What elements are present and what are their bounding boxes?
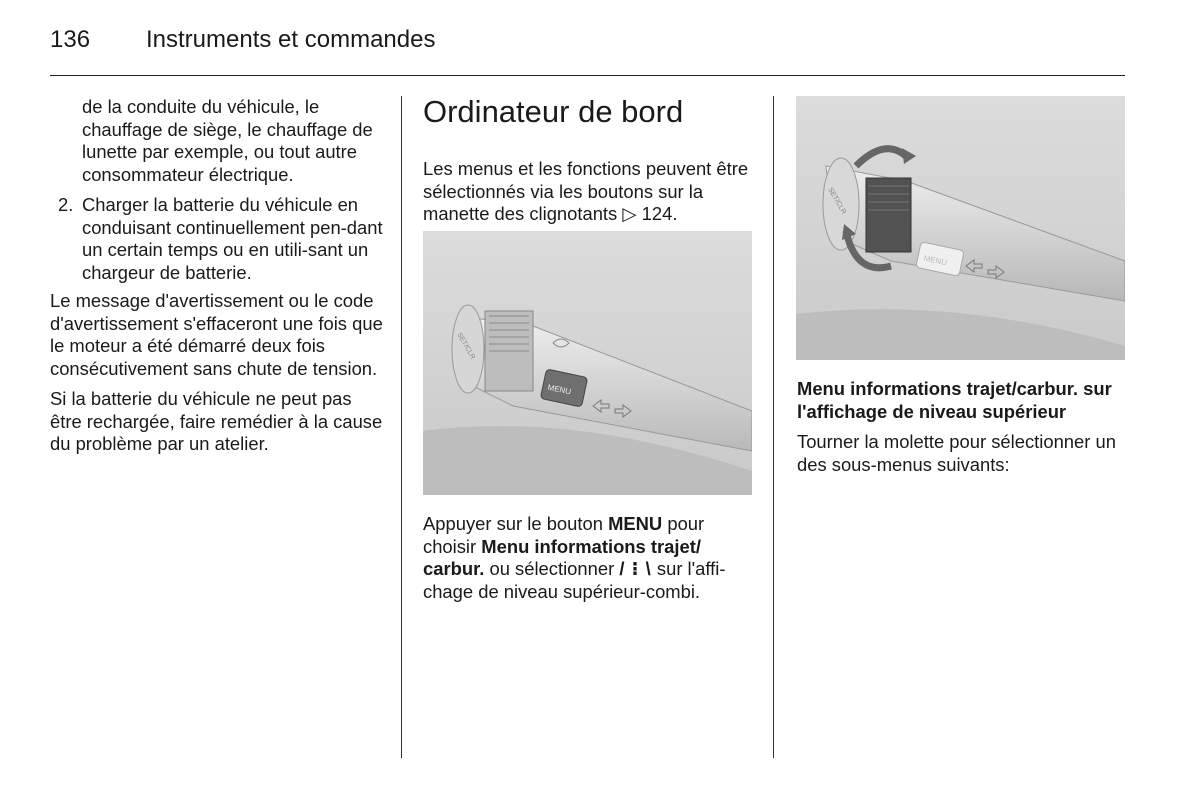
intro-ref-page: 124. bbox=[641, 203, 678, 224]
list-item-2 bbox=[50, 194, 385, 284]
column-1 bbox=[50, 96, 385, 464]
text-part-3: ou sélectionner bbox=[489, 558, 615, 579]
paragraph-warning-clear: Le message d'avertissement ou le code d'avertissement s'effaceront une fois que le moteur a été démarré deux fois consécutivement sans chute de tension. bbox=[50, 290, 383, 379]
intro-text: Les menus et les fonctions peuvent être sélectionnés via les boutons sur la manette des clignotants bbox=[423, 158, 749, 224]
menu-name: Menu informations trajet/ carbur. bbox=[423, 535, 701, 579]
heading-ordinateur: Ordinateur de bord bbox=[423, 94, 684, 129]
text-part-4: sur l'affi-chage de niveau supérieur-combi. bbox=[423, 558, 726, 602]
paragraph-recharge: Si la batterie du véhicule ne peut pas être rechargée, faire remédier à la cause du problème par un atelier. bbox=[50, 388, 383, 454]
stalk-illustration bbox=[423, 231, 752, 495]
figure-stalk-wheel bbox=[796, 96, 1125, 360]
list-number: 2. bbox=[58, 194, 74, 215]
menu-button-label: MENU bbox=[546, 382, 572, 397]
header-rule bbox=[50, 75, 1125, 76]
text-part-1: Appuyer sur le bouton bbox=[423, 513, 603, 534]
intro-paragraph bbox=[423, 158, 758, 226]
set-clr-label-2: SET/CLR bbox=[826, 186, 848, 216]
text-part-2: pour choisir bbox=[423, 513, 705, 557]
set-clr-label: SET/CLR bbox=[455, 331, 477, 361]
column-divider-1 bbox=[401, 96, 402, 758]
column-divider-2 bbox=[773, 96, 774, 758]
wheel-instruction: Tourner la molette pour sélectionner un des sous-menus suivants: bbox=[797, 431, 1116, 475]
figure-stalk-menu bbox=[423, 231, 752, 495]
list-text: Charger la batterie du véhicule en conduisant continuellement pen-dant un certain temps ou en utili-sant un chargeur de batterie. bbox=[82, 194, 383, 283]
figure-caption: Menu informations trajet/carbur. sur l'affichage de niveau supérieur bbox=[797, 378, 1112, 422]
column-2-lower bbox=[423, 513, 758, 611]
page-number: 136 bbox=[50, 26, 91, 53]
arrow-ref-icon: ▷ bbox=[622, 203, 637, 224]
menu-button-label-2: MENU bbox=[922, 253, 948, 268]
menu-instruction bbox=[423, 513, 758, 603]
continued-text: de la conduite du véhicule, le chauffage de siège, le chauffage de lunette par exemple, ou tout autre consommateur électrique. bbox=[82, 96, 373, 185]
column-2 bbox=[423, 94, 758, 234]
selector-symbol: / ⁝ \ bbox=[619, 558, 652, 579]
column-3 bbox=[797, 378, 1127, 484]
stalk-wheel-illustration bbox=[796, 96, 1125, 360]
menu-word: MENU bbox=[608, 513, 663, 534]
section-title: Instruments et commandes bbox=[146, 26, 436, 53]
